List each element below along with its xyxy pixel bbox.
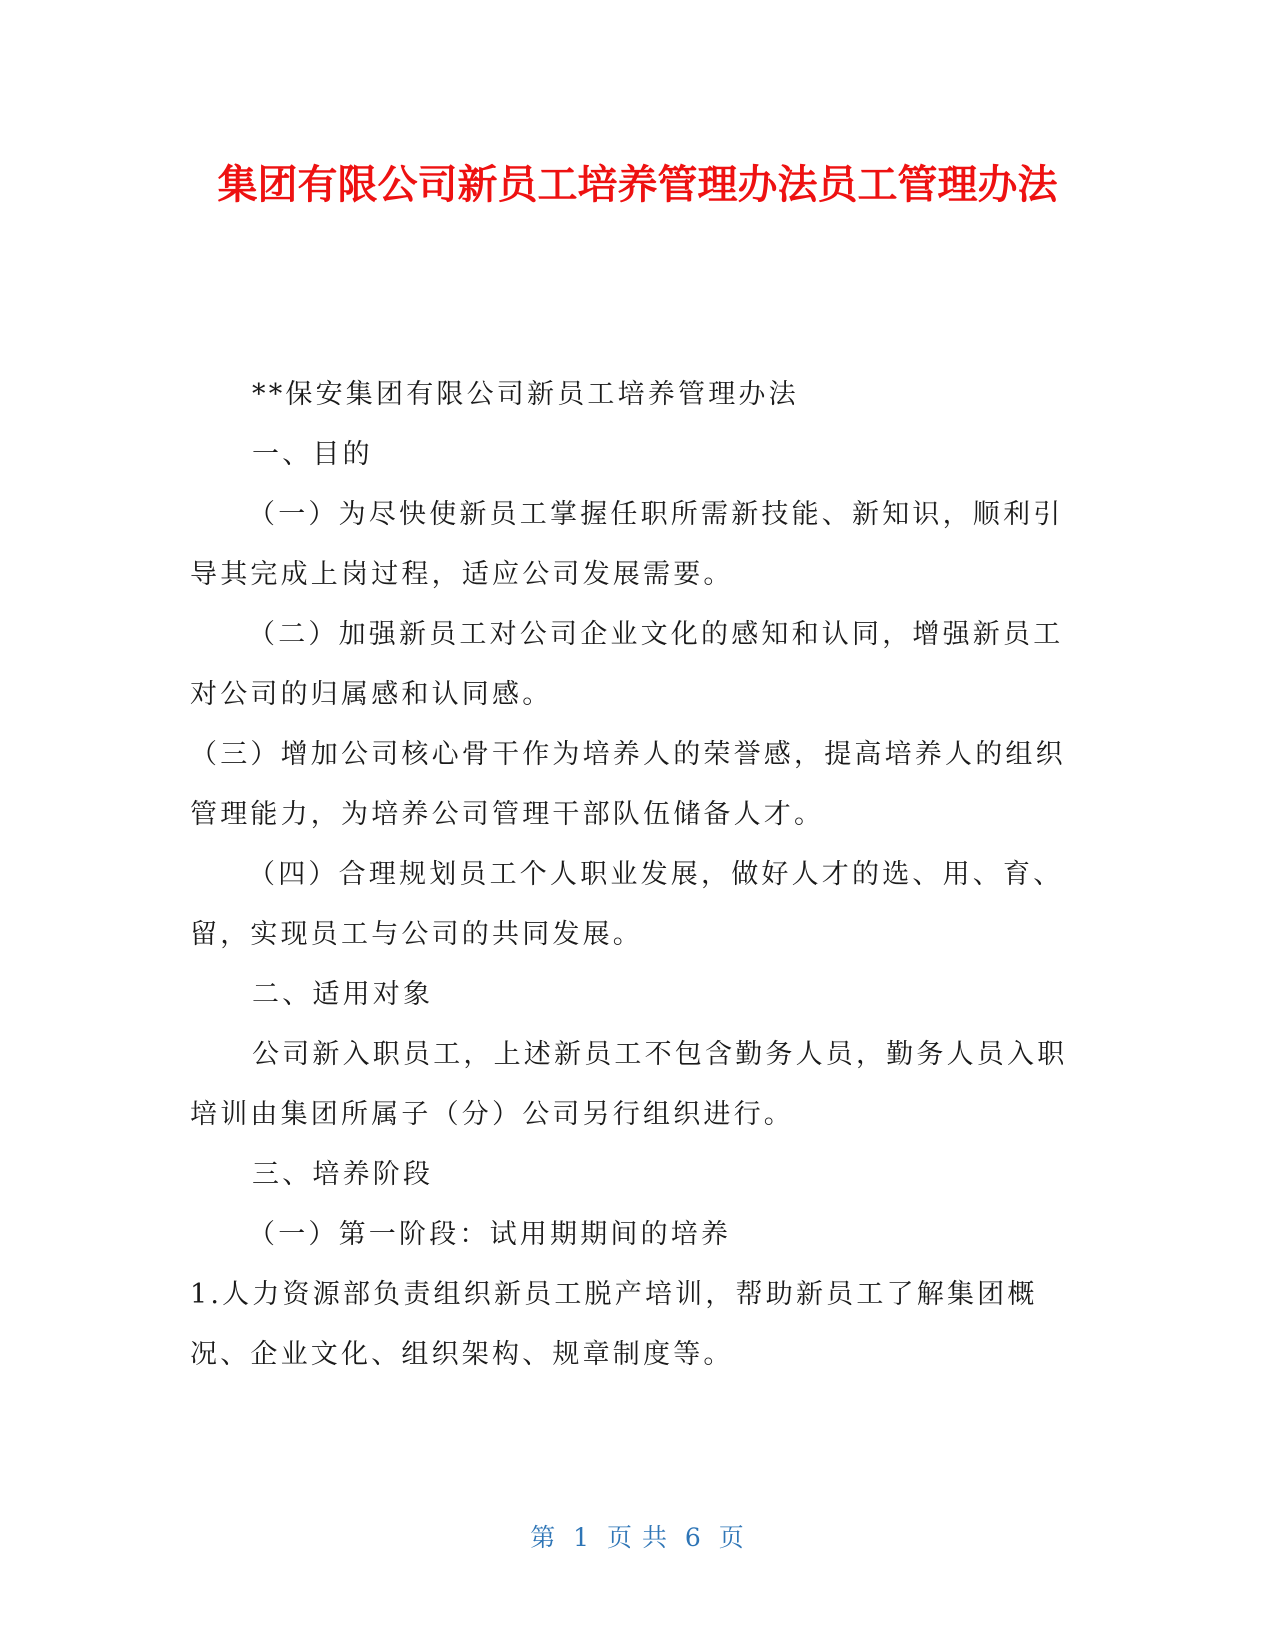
purpose-item-1: （一）为尽快使新员工掌握任职所需新技能、新知识，顺利引导其完成上岗过程，适应公司发展需要。: [190, 499, 1064, 590]
footer-page-of: 页 共: [607, 1523, 668, 1552]
document-body: [190, 365, 1070, 1385]
section-heading-stages: 三、培养阶段: [252, 1159, 434, 1190]
purpose-item-2: （二）加强新员工对公司企业文化的感知和认同，增强新员工对公司的归属感和认同感。: [190, 619, 1064, 710]
document-subtitle: **保安集团有限公司新员工培养管理办法: [252, 379, 799, 410]
section-heading-scope: 二、适用对象: [252, 979, 434, 1010]
scope-paragraph: 公司新入职员工，上述新员工不包含勤务人员，勤务人员入职培训由集团所属子（分）公司另行组织进行。: [190, 1039, 1068, 1130]
document-title: 集团有限公司新员工培养管理办法员工管理办法: [217, 162, 1058, 208]
page-footer: [0, 1518, 1275, 1554]
purpose-item-3: （三）增加公司核心骨干作为培养人的荣誉感，提高培养人的组织管理能力，为培养公司管理干部队伍储备人才。: [190, 739, 1066, 830]
footer-page-prefix: 第: [530, 1523, 557, 1552]
footer-page-number: 1: [573, 1523, 591, 1552]
footer-page-suffix: 页: [718, 1523, 745, 1552]
stage-1-heading: （一）第一阶段：试用期期间的培养: [248, 1219, 732, 1250]
purpose-item-4: （四）合理规划员工个人职业发展，做好人才的选、用、育、留，实现员工与公司的共同发展。: [190, 859, 1064, 950]
stage-1-item-1: 1.人力资源部负责组织新员工脱产培训，帮助新员工了解集团概况、企业文化、组织架构、规章制度等。: [190, 1279, 1038, 1370]
footer-total-pages: 6: [684, 1523, 702, 1552]
section-heading-purpose: 一、目的: [252, 439, 373, 470]
